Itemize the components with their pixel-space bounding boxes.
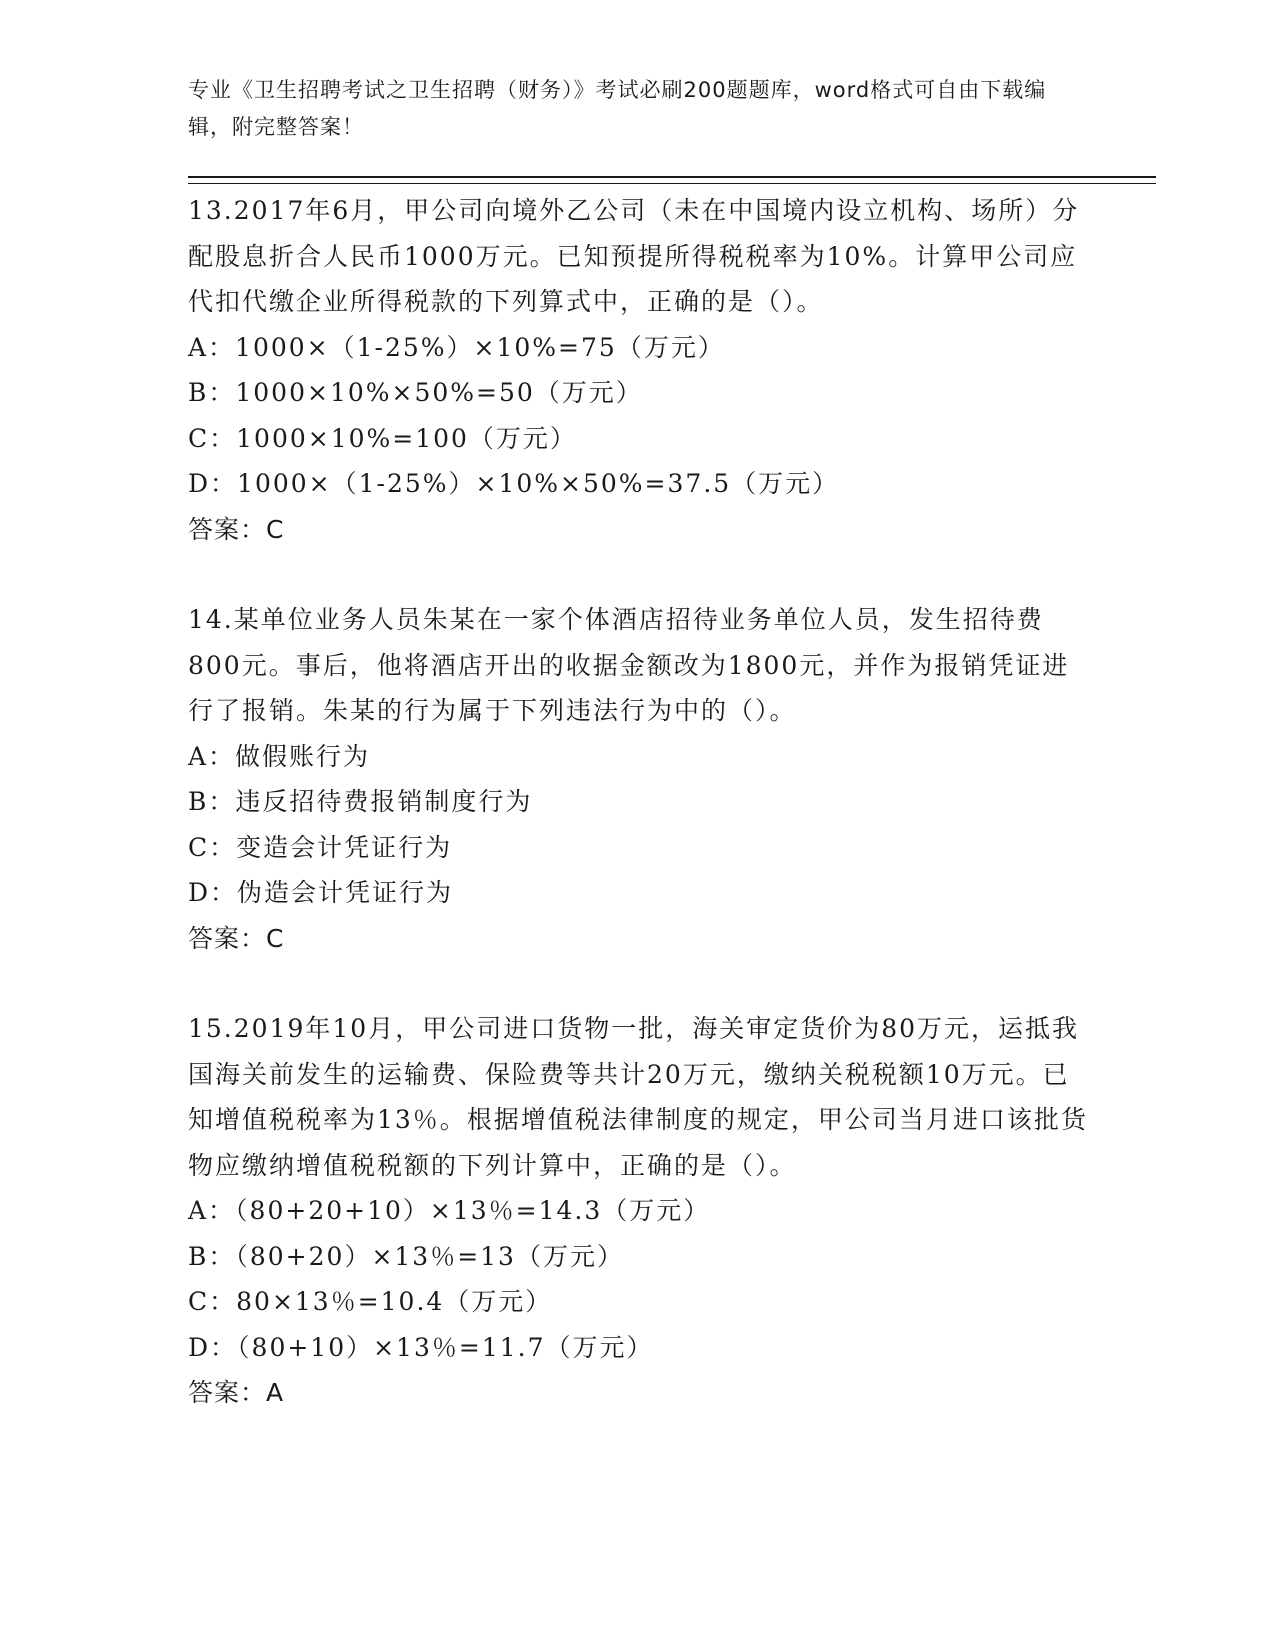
option-c: C：80×13％=10.4（万元）	[188, 1287, 553, 1316]
question-13	[188, 188, 1088, 552]
header-rule-thin	[188, 183, 1156, 184]
question-14	[188, 597, 1088, 961]
answer: 答案：A	[188, 1378, 285, 1407]
option-b: B：1000×10%×50%=50（万元）	[188, 378, 643, 407]
answer: 答案：C	[188, 923, 285, 953]
option-a: A：做假账行为	[188, 741, 371, 771]
option-b: B：（80+20）×13％=13（万元）	[188, 1241, 624, 1271]
option-d: D：（80+10）×13％=11.7（万元）	[188, 1332, 654, 1362]
header-rule-thick	[188, 176, 1156, 178]
option-a: A：1000×（1-25%）×10%=75（万元）	[188, 332, 725, 362]
option-d: D：1000×（1-25%）×10%×50%=37.5（万元）	[188, 469, 840, 498]
question-list	[188, 188, 1088, 1461]
question-text: 15.2019年10月，甲公司进口货物一批，海关审定货价为80万元，运抵我国海关前发生的运输费、保险费等共计20万元，缴纳关税税额10万元。已知增值税税率为13％。根据增值税法律制度的规定，甲公司当月进口该批货物应缴纳增值税税额的下列计算中，正确的是（）。	[188, 1014, 1088, 1180]
option-d: D：伪造会计凭证行为	[188, 878, 454, 907]
question-text: 13.2017年6月，甲公司向境外乙公司（未在中国境内设立机构、场所）分配股息折合人民币1000万元。已知预提所得税税率为10%。计算甲公司应代扣代缴企业所得税款的下列算式中，正确的是（）。	[188, 196, 1080, 316]
question-15	[188, 1006, 1088, 1416]
document-header: 专业《卫生招聘考试之卫生招聘（财务）》考试必刷200题题库，word格式可自由下载编辑，附完整答案！	[188, 78, 1047, 139]
option-b: B：违反招待费报销制度行为	[188, 787, 533, 816]
answer: 答案：C	[188, 514, 285, 544]
option-a: A：（80+20+10）×13％=14.3（万元）	[188, 1196, 711, 1225]
option-c: C：变造会计凭证行为	[188, 832, 453, 862]
question-text: 14.某单位业务人员朱某在一家个体酒店招待业务单位人员，发生招待费800元。事后，他将酒店开出的收据金额改为1800元，并作为报销凭证进行了报销。朱某的行为属于下列违法行为中的（）。	[188, 605, 1070, 725]
option-c: C：1000×10%=100（万元）	[188, 423, 577, 453]
